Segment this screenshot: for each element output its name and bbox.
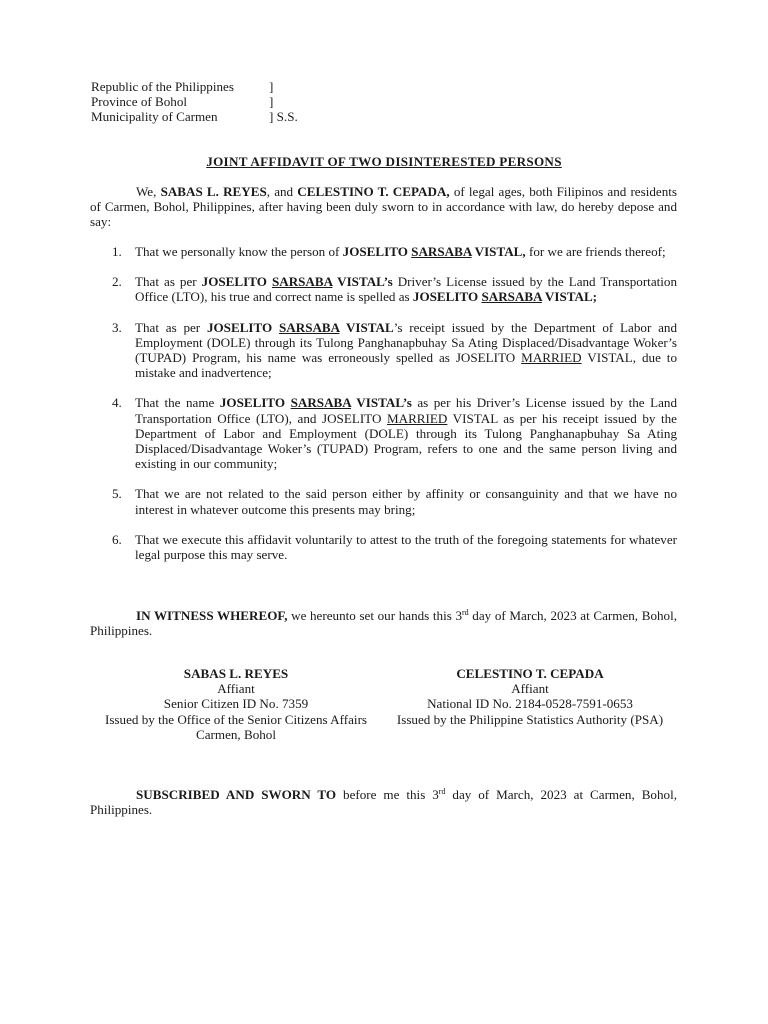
affiant-signature-block: SABAS L. REYES Affiant Senior Citizen ID No. 7359 Issued by the Office of the Senior Citizens Affairs Carmen, Bohol <box>104 666 368 742</box>
list-item: 4. That the name JOSELITO SARSABA VISTAL’s as per his Driver’s License issued by the Land Transportation Office (LTO), and JOSELITO MARRIED VISTAL as per his receipt issued by the Department of Labor and Employment (DOLE) through its Tulong Panghanapbuhay Sa Ating Displaced/Disadvantage Woker’s (TUPAD) Program, refers to one and the same person living and existing in our community; <box>112 395 678 472</box>
venue-line: Republic of the Philippines ] <box>91 79 274 94</box>
venue-line: Province of Bohol ] <box>91 94 274 110</box>
statement-list <box>90 244 677 577</box>
affiant-signature-block: CELESTINO T. CEPADA Affiant National ID No. 2184-0528-7591-0653 Issued by the Philippine Statistics Authority (PSA) <box>396 666 664 727</box>
intro-paragraph: We, SABAS L. REYES, and CELESTINO T. CEPADA, of legal ages, both Filipinos and residents of Carmen, Bohol, Philippines, after having been duly sworn to in accordance with law, do hereby depose and say: <box>90 184 677 230</box>
jurat-paragraph: SUBSCRIBED AND SWORN TO before me this 3rd day of March, 2023 at Carmen, Bohol, Philippines. <box>90 787 677 818</box>
witness-paragraph: IN WITNESS WHEREOF, we hereunto set our hands this 3rd day of March, 2023 at Carmen, Bohol, Philippines. <box>90 608 677 639</box>
list-item: 3. That as per JOSELITO SARSABA VISTAL’s receipt issued by the Department of Labor and Employment (DOLE) through its Tulong Panghanapbuhay Sa Ating Displaced/Disadvantage Woker’s (TUPAD) Program, his name was erroneously spelled as JOSELITO MARRIED VISTAL, due to mistake and inadvertence; <box>112 319 677 381</box>
document-title: JOINT AFFIDAVIT OF TWO DISINTERESTED PERSONS <box>206 154 562 169</box>
venue-line: Municipality of Carmen ] S.S. <box>91 109 298 125</box>
list-item: 5. That we are not related to the said person either by affinity or consanguinity and that we have no interest in whatever outcome this presents may bring; <box>112 486 677 517</box>
venue-block <box>91 79 298 125</box>
list-item: 2. That as per JOSELITO SARSABA VISTAL’s Driver’s License issued by the Land Transportation Office (LTO), his true and correct name is spelled as JOSELITO SARSABA VISTAL; <box>112 274 678 305</box>
list-item: 1. That we personally know the person of JOSELITO SARSABA VISTAL, for we are friends thereof; <box>112 244 666 259</box>
list-item: 6. That we execute this affidavit voluntarily to attest to the truth of the foregoing statements for whatever legal purpose this may serve. <box>112 531 677 563</box>
